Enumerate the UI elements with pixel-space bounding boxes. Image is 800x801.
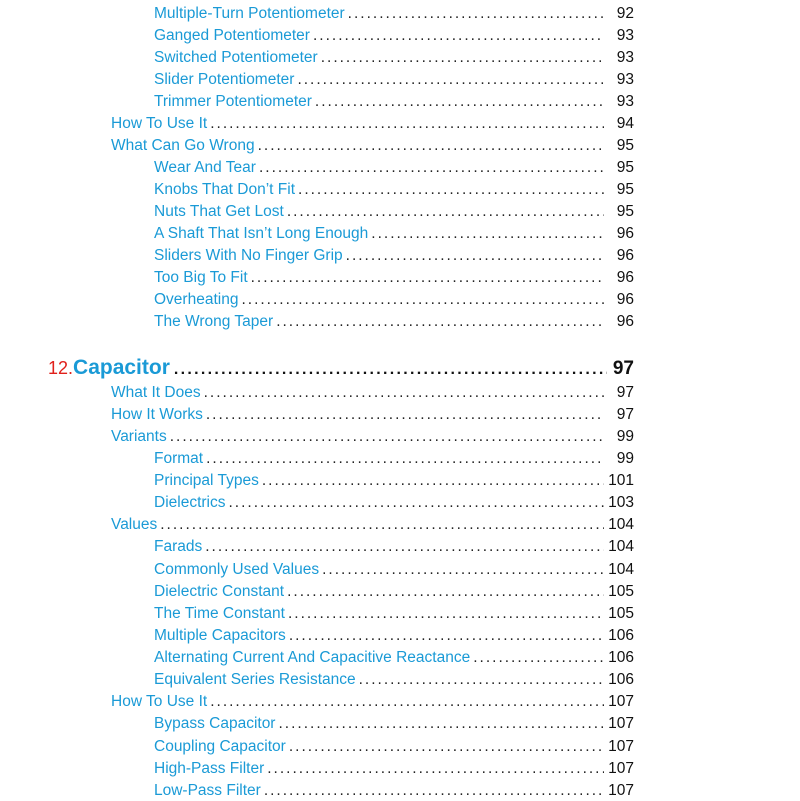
dot-leader (258, 136, 604, 156)
toc-page-number: 101 (608, 472, 634, 489)
toc-entry[interactable] (154, 537, 634, 557)
toc-entry-label: What Can Go Wrong (111, 137, 255, 154)
toc-entry-label: Equivalent Series Resistance (154, 671, 356, 688)
toc-entry[interactable] (154, 737, 634, 757)
toc-entry-label: Dielectrics (154, 494, 226, 511)
toc-entry[interactable] (111, 692, 634, 712)
dot-leader (206, 449, 604, 469)
toc-entry[interactable] (154, 604, 634, 624)
toc-page-number: 107 (608, 715, 634, 732)
toc-entry[interactable] (154, 560, 634, 580)
dot-leader (210, 692, 604, 712)
toc-entry[interactable] (111, 405, 634, 425)
toc-entry-label: Slider Potentiometer (154, 71, 295, 88)
dot-leader (267, 759, 604, 779)
toc-page-number: 93 (616, 27, 634, 44)
dot-leader (359, 670, 604, 690)
dot-leader (241, 290, 604, 310)
dot-leader (289, 737, 604, 757)
toc-page-number: 97 (616, 384, 634, 401)
dot-leader (473, 648, 604, 668)
dot-leader (288, 604, 604, 624)
toc-entry[interactable] (111, 427, 634, 447)
toc-entry-label: Multiple-Turn Potentiometer (154, 5, 345, 22)
toc-entry-label: Principal Types (154, 472, 259, 489)
toc-entry[interactable] (154, 582, 634, 602)
chapter-title: Capacitor (73, 356, 170, 379)
toc-page-number: 96 (616, 291, 634, 308)
toc-page-number: 95 (616, 159, 634, 176)
toc-page-number: 99 (616, 428, 634, 445)
toc-page-number: 106 (608, 671, 634, 688)
toc-entry[interactable] (154, 781, 634, 801)
toc-entry-label: Ganged Potentiometer (154, 27, 310, 44)
toc-page-number: 105 (608, 583, 634, 600)
toc-page-number: 106 (608, 649, 634, 666)
toc-page-number: 96 (616, 269, 634, 286)
toc-page-number: 104 (608, 561, 634, 578)
toc-entry[interactable] (154, 670, 634, 690)
dot-leader (313, 26, 604, 46)
toc-page-number: 99 (616, 450, 634, 467)
toc-page-number: 104 (608, 516, 634, 533)
toc-entry-label: Commonly Used Values (154, 561, 320, 578)
toc-entry-label: Multiple Capacitors (154, 627, 286, 644)
toc-entry-label: Bypass Capacitor (154, 715, 276, 732)
toc-entry[interactable] (154, 224, 634, 244)
toc-page-number: 106 (608, 627, 634, 644)
dot-leader (321, 48, 604, 68)
toc-entry-label: How To Use It (111, 693, 208, 710)
toc-entry-label: High-Pass Filter (154, 760, 265, 777)
toc-entry-label: Wear And Tear (154, 159, 256, 176)
toc-page-number: 95 (616, 137, 634, 154)
toc-entry-label: Values (111, 516, 158, 533)
dot-leader (322, 560, 604, 580)
toc-page-number: 103 (608, 494, 634, 511)
dot-leader (348, 4, 604, 24)
dot-leader (264, 781, 604, 801)
toc-entry-label: Low-Pass Filter (154, 782, 261, 799)
toc-entry-label: Switched Potentiometer (154, 49, 318, 66)
dot-leader (205, 537, 604, 557)
toc-entry[interactable] (154, 312, 634, 332)
toc-page-number: 105 (608, 605, 634, 622)
toc-entry[interactable] (154, 449, 634, 469)
toc-entry-label: A Shaft That Isn’t Long Enough (154, 225, 369, 242)
toc-entry-label: Variants (111, 428, 167, 445)
toc-entry-label: Coupling Capacitor (154, 738, 286, 755)
toc-page-number: 104 (608, 538, 634, 555)
dot-leader (210, 114, 604, 134)
toc-page-number: 107 (608, 738, 634, 755)
toc-entry[interactable] (154, 471, 634, 491)
toc-entry[interactable] (154, 626, 634, 646)
dot-leader (170, 427, 604, 447)
toc-entry-label: Overheating (154, 291, 239, 308)
dot-leader (204, 383, 604, 403)
dot-leader (287, 582, 604, 602)
toc-page-number: 96 (616, 313, 634, 330)
toc-entry[interactable] (154, 493, 634, 513)
toc-entry[interactable] (154, 180, 634, 200)
dot-leader (174, 361, 607, 379)
dot-leader (315, 92, 604, 112)
toc-entry[interactable] (154, 26, 634, 46)
toc-entry[interactable] (154, 158, 634, 178)
dot-leader (346, 246, 604, 266)
dot-leader (160, 515, 604, 535)
toc-entry[interactable] (111, 114, 634, 134)
dot-leader (287, 202, 604, 222)
dot-leader (297, 70, 604, 90)
toc-entry[interactable] (154, 70, 634, 90)
toc-entry[interactable] (154, 202, 634, 222)
toc-entry-label: Alternating Current And Capacitive Reactance (154, 649, 471, 666)
toc-entry-label: The Time Constant (154, 605, 285, 622)
toc-entry[interactable] (111, 383, 634, 403)
toc-entry[interactable] (154, 268, 634, 288)
toc-entry-label: Too Big To Fit (154, 269, 248, 286)
toc-page-number: 92 (616, 5, 634, 22)
toc-page-number: 93 (616, 49, 634, 66)
toc-entry-label: Farads (154, 538, 203, 555)
toc-entry[interactable] (154, 714, 634, 734)
toc-entry-label: What It Does (111, 384, 201, 401)
dot-leader (289, 626, 604, 646)
dot-leader (228, 493, 604, 513)
dot-leader (276, 312, 604, 332)
toc-entry[interactable] (111, 515, 634, 535)
chapter-number: 12. (48, 358, 74, 378)
toc-entry-label: Knobs That Don’t Fit (154, 181, 296, 198)
toc-page-number: 107 (608, 693, 634, 710)
dot-leader (251, 268, 604, 288)
toc-entry[interactable] (154, 648, 634, 668)
toc-entry[interactable] (154, 246, 634, 266)
dot-leader (259, 158, 604, 178)
toc-entry-label: Trimmer Potentiometer (154, 93, 312, 110)
toc-entry-label: How It Works (111, 406, 203, 423)
toc-entry[interactable] (154, 48, 634, 68)
toc-entry[interactable] (154, 92, 634, 112)
chapter-page-number: 97 (612, 358, 634, 379)
toc-page-number: 95 (616, 181, 634, 198)
toc-entry[interactable] (111, 136, 634, 156)
toc-page-number: 94 (616, 115, 634, 132)
toc-entry-label: The Wrong Taper (154, 313, 274, 330)
dot-leader (206, 405, 604, 425)
toc-page-number: 107 (608, 782, 634, 799)
toc-page-number: 95 (616, 203, 634, 220)
toc-page-number: 107 (608, 760, 634, 777)
toc-entry[interactable] (154, 290, 634, 310)
toc-page-number: 96 (616, 225, 634, 242)
dot-leader (298, 180, 604, 200)
toc-entry-label: Dielectric Constant (154, 583, 285, 600)
toc-page-number: 97 (616, 406, 634, 423)
toc-page-number: 96 (616, 247, 634, 264)
chapter-heading[interactable] (48, 356, 634, 380)
dot-leader (278, 714, 604, 734)
dot-leader (371, 224, 604, 244)
toc-entry[interactable] (154, 4, 634, 24)
toc-entry-label: Nuts That Get Lost (154, 203, 284, 220)
dot-leader (262, 471, 604, 491)
toc-entry-label: Format (154, 450, 204, 467)
toc-page-number: 93 (616, 71, 634, 88)
toc-page-number: 93 (616, 93, 634, 110)
toc-entry-label: How To Use It (111, 115, 208, 132)
toc-entry[interactable] (154, 759, 634, 779)
toc-entry-label: Sliders With No Finger Grip (154, 247, 343, 264)
